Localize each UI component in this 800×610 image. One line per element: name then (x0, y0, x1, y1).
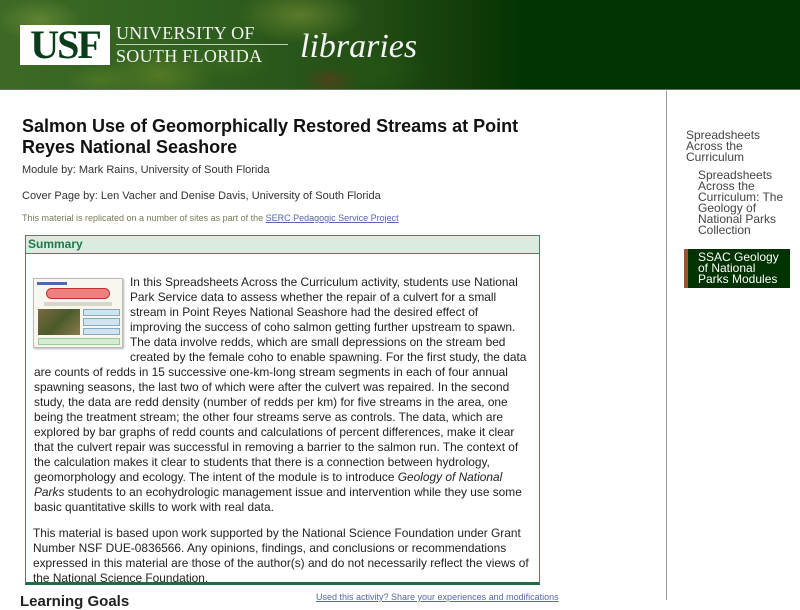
module-author: Module by: Mark Rains, University of South Florida (22, 164, 270, 176)
university-name-line1: UNIVERSITY OF (116, 23, 288, 45)
page-title: Salmon Use of Geomorphically Restored Streams at Point Reyes National Seashore (22, 116, 519, 157)
summary-body (26, 254, 539, 586)
replication-notice (22, 212, 542, 224)
serc-project-link[interactable]: SERC Pedagogic Service Project (265, 213, 399, 223)
summary-box (25, 235, 540, 585)
university-name-line2: SOUTH FLORIDA (116, 46, 263, 66)
thumb-title-box (46, 288, 110, 299)
university-name[interactable] (116, 23, 288, 66)
summary-text-part2: students to an ecohydrologic management issue and intervention while they use some basic quantitative skills to work with real data. (34, 485, 522, 514)
learning-goals-heading: Learning Goals (20, 593, 130, 610)
share-experience-link[interactable]: Used this activity? Share your experiences and modifications (316, 592, 559, 602)
sidebar-item-ssac-modules-active[interactable]: SSAC Geology of National Parks Modules (684, 249, 790, 288)
thumb-box (83, 309, 120, 316)
thumb-subtitle (44, 302, 112, 306)
sidebar-item-geology-collection[interactable]: Spreadsheets Across the Curriculum: The Geology of National Parks Collection (698, 168, 784, 237)
summary-heading: Summary (26, 236, 539, 254)
usf-logo[interactable]: USF (20, 25, 110, 65)
sidebar-divider (666, 91, 667, 600)
thumb-header-bar (37, 282, 67, 285)
thumb-box (83, 318, 120, 326)
replication-notice-text: This material is replicated on a number of sites as part of the (22, 213, 266, 223)
thumb-photo (38, 309, 80, 335)
main-content (22, 116, 542, 224)
sidebar-nav (684, 130, 794, 288)
thumb-box (83, 328, 120, 335)
site-header-banner (0, 0, 800, 90)
module-thumbnail-image[interactable] (33, 278, 123, 348)
summary-text-italic: Geology of National Parks (34, 470, 503, 499)
summary-text-part1: In this Spreadsheets Across the Curriculum activity, students use National Park Service data to assess whether the repair of a culvert for a small stream in Point Reyes National Seashore had the desired effect of improving the success of coho salmon getting further upstream to spawn. The data involve redds, which are small depressions on the stream bed created by the female coho to enable spawning. For the first study, the data are counts of redds in 15 successive one-km-long stream segments in each of four annual spawning seasons, the last two of which were after the culvert was repaired. In the second study, the data are redd density (number of redds per km) for five streams in the area, one being the treatment stream; the other four streams serve as controls. The data, which are explored by bar graphs of redd counts and calculations of percent differences, make it clear that the culvert repair was successful in removing a barrier to the salmon run. The context of the calculation makes it clear to students that there is a connection between hydrology, geomorphology and ecology. The intent of the module is to introduce (34, 275, 527, 484)
nsf-acknowledgement: This material is based upon work supported by the National Science Foundation under Grant Number NSF DUE-0836566. Any opinions, findings, and conclusions or recommendations expressed in this material are those of the author(s) and do not necessarily reflect the views of the National Science Foundation. (33, 526, 529, 585)
thumb-footer (38, 338, 120, 345)
cover-page-author: Cover Page by: Len Vacher and Denise Davis, University of South Florida (22, 190, 381, 202)
libraries-wordmark[interactable]: libraries (300, 28, 418, 65)
sidebar-item-ssac[interactable]: Spreadsheets Across the Curriculum (686, 128, 761, 164)
